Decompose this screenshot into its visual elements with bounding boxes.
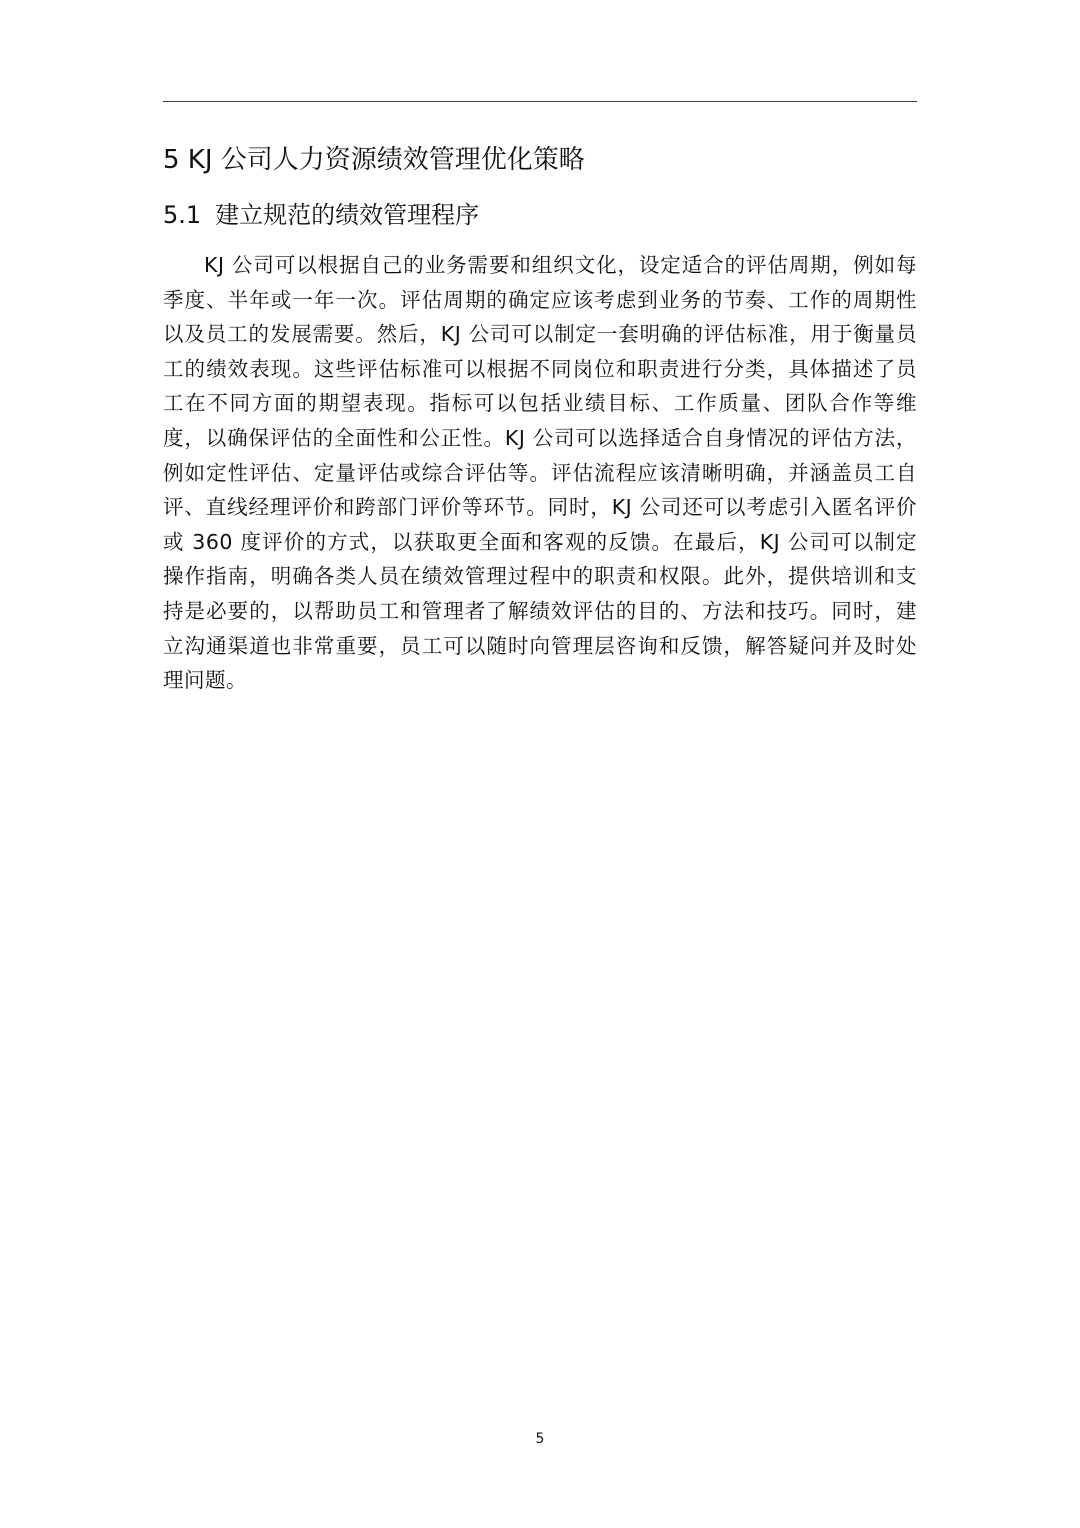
section-heading <box>163 196 479 234</box>
chapter-heading: 5 KJ 公司人力资源绩效管理优化策略 <box>163 145 585 175</box>
section-title: 建立规范的绩效管理程序 <box>215 201 480 229</box>
body-paragraph: KJ 公司可以根据自己的业务需要和组织文化，设定适合的评估周期，例如每季度、半年或一年一次。评估周期的确定应该考虑到业务的节奏、工作的周期性以及员工的发展需要。然后，KJ 公司可以制定一套明确的评估标准，用于衡量员工的绩效表现。这些评估标准可以根据不同岗位和职责进行分类，具体描述了员工在不同方面的期望表现。指标可以包括业绩目标、工作质量、团队合作等维度，以确保评估的全面性和公正性。KJ 公司可以选择适合自身情况的评估方法，例如定性评估、定量评估或综合评估等。评估流程应该清晰明确，并涵盖员工自评、直线经理评价和跨部门评价等环节。同时，KJ 公司还可以考虑引入匿名评价或 360 度评价的方式，以获取更全面和客观的反馈。在最后，KJ 公司可以制定操作指南，明确各类人员在绩效管理过程中的职责和权限。此外，提供培训和支持是必要的，以帮助员工和管理者了解绩效评估的目的、方法和技巧。同时，建立沟通渠道也非常重要，员工可以随时向管理层咨询和反馈，解答疑问并及时处理问题。 <box>163 253 917 693</box>
page-number: 5 <box>535 1431 545 1447</box>
header-rule <box>163 101 917 102</box>
section-number: 5.1 <box>163 201 202 229</box>
